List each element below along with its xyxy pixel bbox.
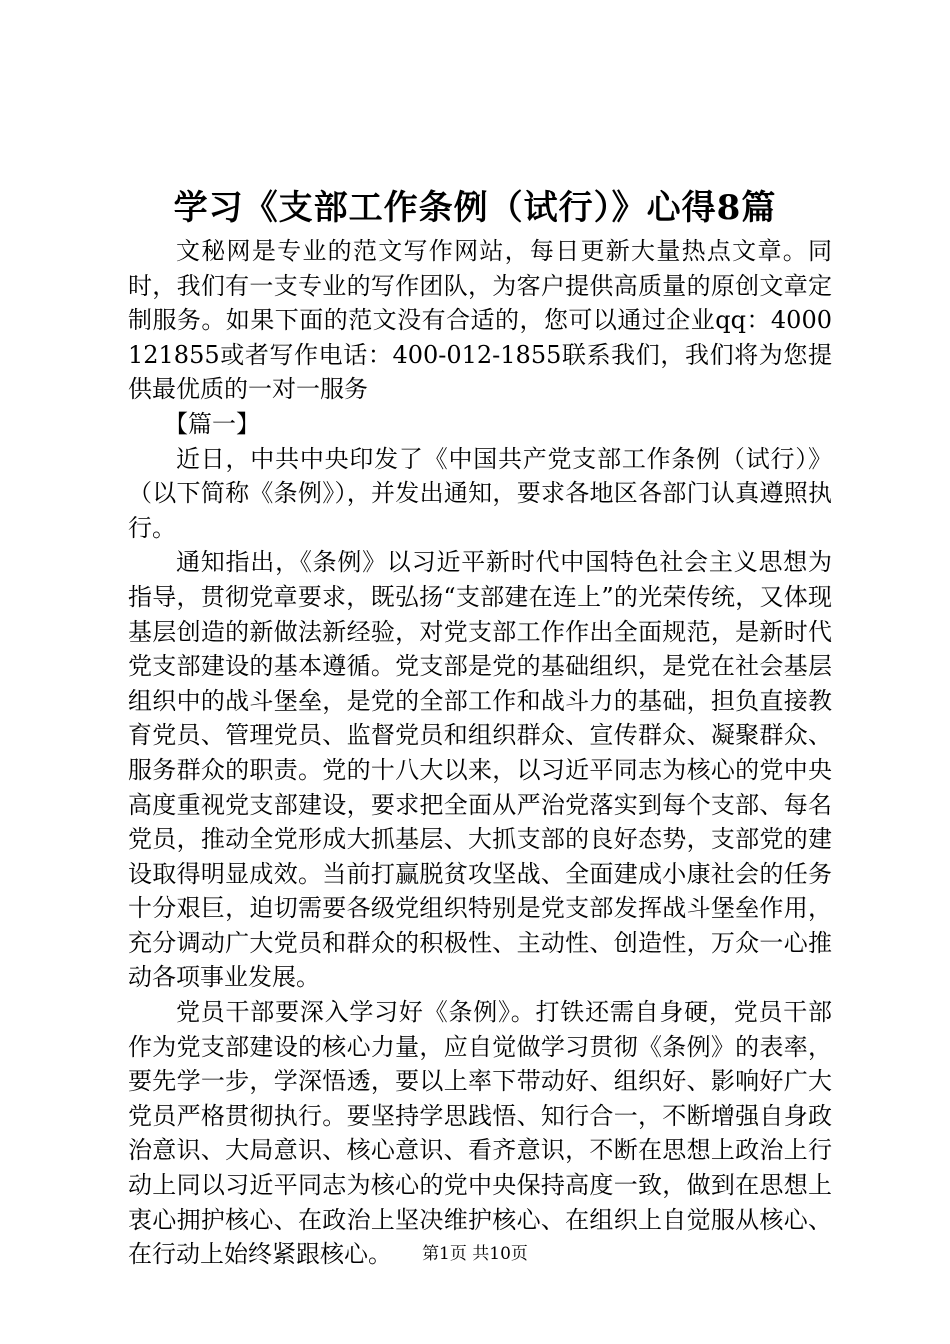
document-body: [128, 234, 832, 1272]
body-paragraph: 党员干部要深入学习好《条例》。打铁还需自身硬，党员干部作为党支部建设的核心力量，应自觉做学习贯彻《条例》的表率，要先学一步，学深悟透，要以上率下带动好、组织好、影响好广大党员严格贯彻执行。要坚持学思践悟、知行合一，不断增强自身政治意识、大局意识、核心意识、看齐意识，不断在思想上政治上行动上同以习近平同志为核心的党中央保持高度一致，做到在思想上衷心拥护核心、在政治上坚决维护核心、在组织上自觉服从核心、在行动上始终紧跟核心。: [128, 998, 832, 1269]
document-title: 学习《支部工作条例（试行）》心得8篇: [173, 188, 777, 228]
body-paragraph: 通知指出，《条例》以习近平新时代中国特色社会主义思想为指导，贯彻党章要求，既弘扬“支部建在连上”的光荣传统，又体现基层创造的新做法新经验，对党支部工作作出全面规范，是新时代党支部建设的基本遵循。党支部是党的基础组织，是党在社会基层组织中的战斗堡垒，是党的全部工作和战斗力的基础，担负直接教育党员、管理党员、监督党员和组织群众、宣传群众、凝聚群众、服务群众的职责。党的十八大以来，以习近平同志为核心的党中央高度重视党支部建设，要求把全面从严治党落实到每个支部、每名党员，推动全党形成大抓基层、大抓支部的良好态势，支部党的建设取得明显成效。当前打赢脱贫攻坚战、全面建成小康社会的任务十分艰巨，迫切需要各级党组织特别是党支部发挥战斗堡垒作用，充分调动广大党员和群众的积极性、主动性、创造性，万众一心推动各项事业发展。: [128, 548, 832, 992]
body-paragraph: 近日，中共中央印发了《中国共产党支部工作条例（试行）》（以下简称《条例》），并发出通知，要求各地区各部门认真遵照执行。: [128, 444, 832, 542]
intro-paragraph: 文秘网是专业的范文写作网站，每日更新大量热点文章。同时，我们有一支专业的写作团队，为客户提供高质量的原创文章定制服务。如果下面的范文没有合适的，您可以通过企业qq：4000121855或者写作电话：400-012-1855联系我们，我们将为您提供最优质的一对一服务: [128, 237, 832, 404]
section-heading: 【篇一】: [164, 409, 260, 438]
page-footer: 第1页 共10页: [422, 1244, 528, 1264]
